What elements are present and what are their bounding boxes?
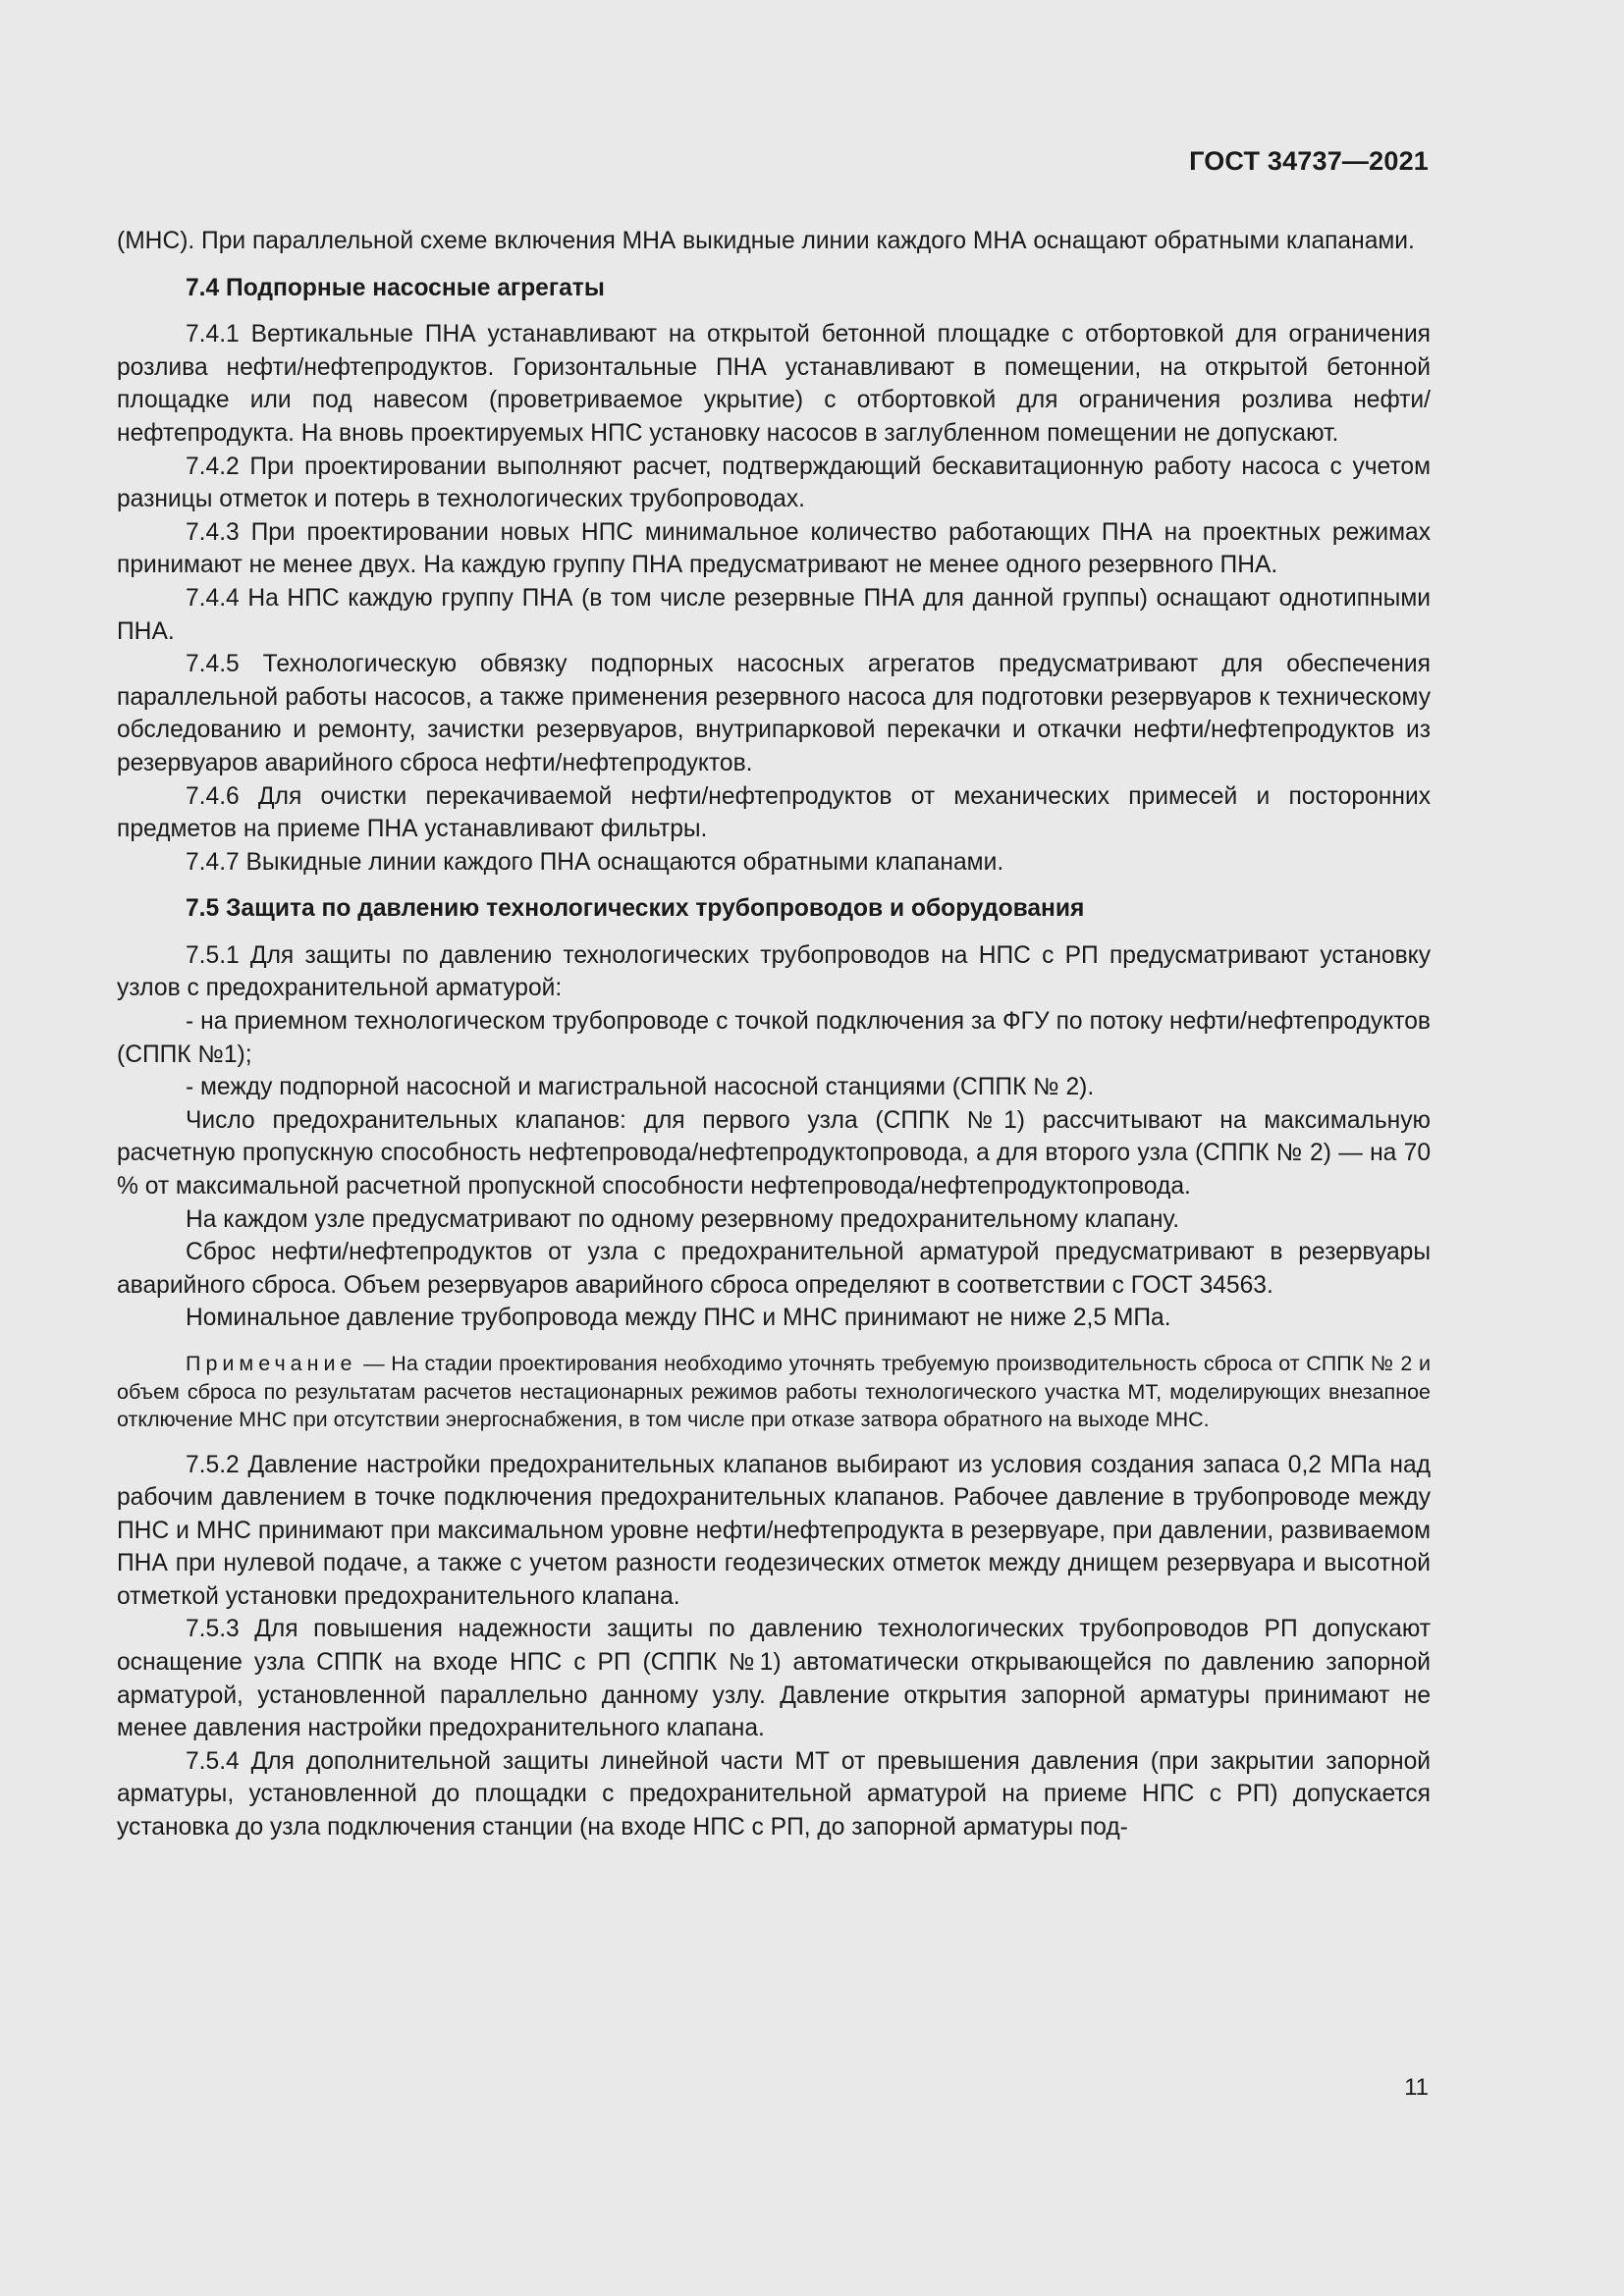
paragraph-7-5-4: 7.5.4 Для дополнительной защиты линейной части МТ от превышения давления (при закрытии запорной арматуры, установленной до площадки с предохранительной арматурой на приеме НПС с РП) допускается установка до узла подключения станции (на входе НПС с РП, до запорной арматуры под- (117, 1747, 1431, 1842)
paragraph-valve-count: Число предохранительных клапанов: для первого узла (СППК №1) рассчитывают на максимальную расчетную пропускную способность нефтепровода/нефтепродуктопровода, а для второго узла (СППК № 2) — на 70 % от максимальной расчетной пропускной способности нефтепровода/нефтепродуктопровода. (117, 1106, 1431, 1201)
paragraph-7-5-1: 7.5.1 Для защиты по давлению технологических трубопроводов на НПС с РП предусматривают установку узлов с предохранительной арматурой: (117, 941, 1431, 1002)
paragraph-nominal-pressure: Номинальное давление трубопровода между ПНС и МНС принимают не ниже 2,5 МПа. (186, 1305, 1171, 1332)
paragraph-reserve-valve: На каждом узле предусматривают по одному резервному предохранительному клапану. (186, 1205, 1180, 1233)
document-id-header: ГОСТ 34737—2021 (1189, 146, 1429, 176)
paragraph-7-4-3: 7.4.3 При проектировании новых НПС минимальное количество работающих ПНА на проектных режимах принимают не менее двух. На каждую группу ПНА предусматривают не менее одного резервного ПНА. (117, 518, 1431, 579)
paragraph-7-4-4: 7.4.4 На НПС каждую группу ПНА (в том числе резервные ПНА для данной группы) оснащают однотипными ПНА. (117, 584, 1431, 645)
paragraph-7-4-2: 7.4.2 При проектировании выполняют расчет, подтверждающий бескавитационную работу насоса с учетом разницы отметок и потерь в технологических трубопроводах. (117, 453, 1431, 513)
paragraph-continuation: (МНС). При параллельной схеме включения МНА выкидные линии каждого МНА оснащают обратными клапанами. (117, 228, 1415, 254)
page-number: 11 (1404, 2074, 1429, 2101)
paragraph-7-5-2: 7.5.2 Давление настройки предохранительных клапанов выбирают из условия создания запаса 0,2 МПа над рабочим давлением в точке подключения предохранительных клапанов. Рабочее давление в трубопроводе между ПНС и МНС принимают при максимальном уровне нефти/нефтепродукта в резервуаре, при давлении, развиваемом ПНА при нулевой подаче, а также с учетом разности геодезических отметок между днищем резервуара и высотной отметкой установки предохранительного клапана. (117, 1451, 1431, 1610)
paragraph-7-4-5: 7.4.5 Технологическую обвязку подпорных насосных агрегатов предусматривают для обеспечения параллельной работы насосов, а также применения резервного насоса для подготовки резервуаров к техническому обследованию и ремонту, зачистки резервуаров, внутрипарковой перекачки и откачки нефти/нефтепродуктов из резервуаров аварийного сброса нефти/нефтепродуктов. (117, 651, 1431, 776)
list-item-sppk-1: - на приемном технологическом трубопроводе с точкой подключения за ФГУ по потоку нефти/нефтепродуктов (СППК №1); (117, 1008, 1431, 1068)
note-label: Примечание (186, 1352, 357, 1375)
section-heading-7-4: 7.4 Подпорные насосные агрегаты (186, 274, 605, 301)
note-text: — На стадии проектирования необходимо уточнять требуемую производительность сброса от СППК № 2 и объем сброса по результатам расчетов нестационарных режимов работы технологического участка МТ, моделирующих внезапное отключение МНС при отсутствии энергоснабжения, в том числе при отказе затвора обратного на выходе МНС. (117, 1352, 1431, 1431)
list-item-sppk-2: - между подпорной насосной и магистральной насосной станциями (СППК № 2). (186, 1074, 1095, 1101)
paragraph-7-4-6: 7.4.6 Для очистки перекачиваемой нефти/нефтепродуктов от механических примесей и посторонних предметов на приеме ПНА устанавливают фильтры. (117, 782, 1431, 843)
paragraph-7-4-7: 7.4.7 Выкидные линии каждого ПНА оснащаются обратными клапанами. (186, 848, 1004, 876)
paragraph-7-5-3: 7.5.3 Для повышения надежности защиты по давлению технологических трубопроводов РП допускают оснащение узла СППК на входе НПС с РП (СППК №1) автоматически открывающейся по давлению запорной арматурой, установленной параллельно данному узлу. Давление открытия запорной арматуры принимают не менее давления настройки предохранительного клапана. (117, 1616, 1431, 1742)
document-body (117, 225, 1431, 1844)
note-block (117, 1350, 1431, 1434)
paragraph-7-4-1: 7.4.1 Вертикальные ПНА устанавливают на открытой бетонной площадке с отбортовкой для ограничения розлива нефти/нефтепродуктов. Горизонтальные ПНА устанавливают в помещении, на открытой бетонной площадке или под навесом (проветриваемое укрытие) с отбортовкой для ограничения розлива нефти/нефтепродукта. На вновь проектируемых НПС установку насосов в заглубленном помещении не допускают. (117, 321, 1431, 447)
paragraph-emergency-discharge: Сброс нефти/нефтепродуктов от узла с предохранительной арматурой предусматривают в резервуары аварийного сброса. Объем резервуаров аварийного сброса определяют в соответствии с ГОСТ 34563. (117, 1239, 1431, 1299)
section-heading-7-5: 7.5 Защита по давлению технологических трубопроводов и оборудования (186, 895, 1085, 923)
